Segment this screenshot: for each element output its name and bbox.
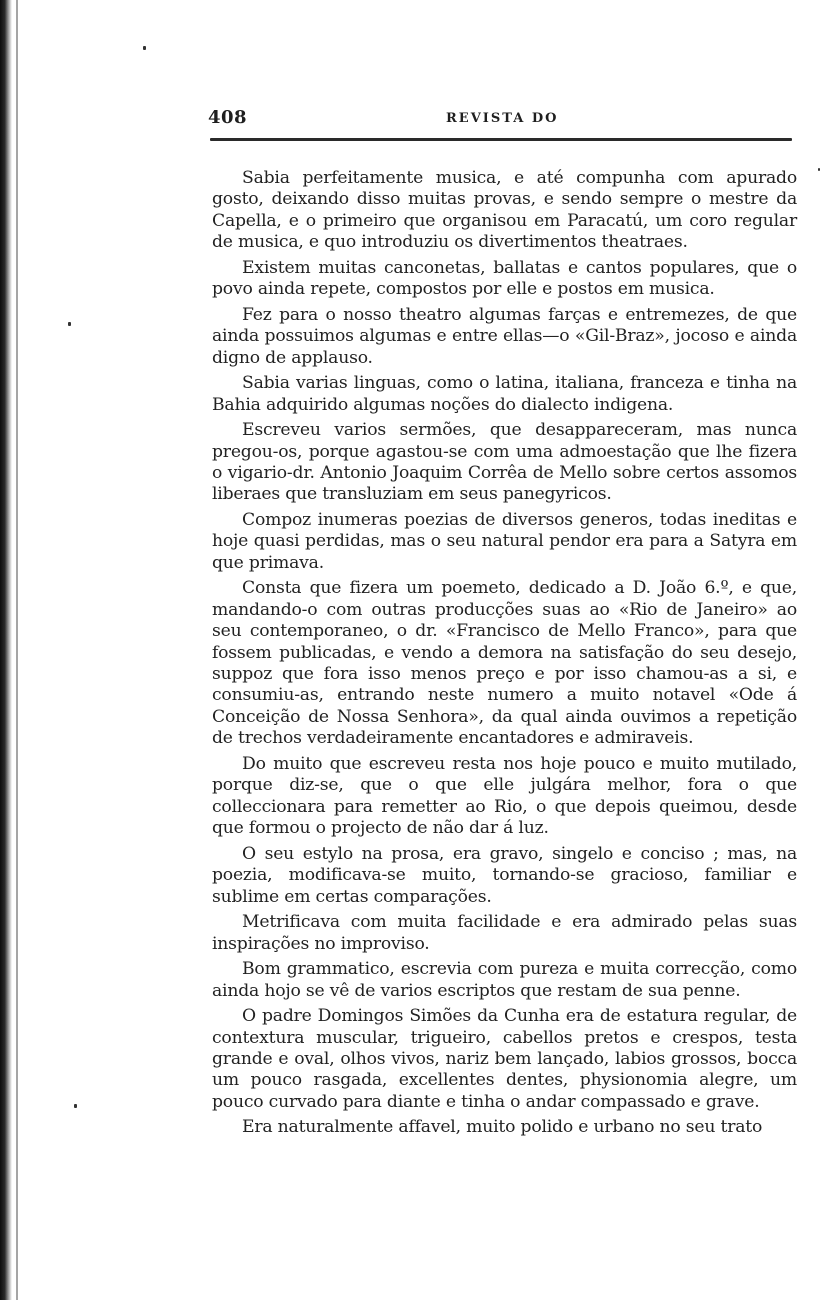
paragraph: Escreveu varios sermões, que desappareceram, mas nunca pregou-os, porque agastou-se com uma admoestação que lhe fizera o vigario-dr. Antonio Joaquim Corrêa de Mello sobre certos assomos liberaes que transluziam em seus panegyricos. (212, 420, 797, 505)
paragraph: Do muito que escreveu resta nos hoje pouco e muito mutilado, porque diz-se, que o que elle julgára melhor, fora o que colleccionara para remetter ao Rio, o que depois queimou, desde que formou o projecto de não dar á luz. (212, 753, 797, 839)
scan-speck (818, 168, 820, 171)
paragraph: Compoz inumeras poezias de diversos generos, todas ineditas e hoje quasi perdidas, mas o seu natural pendor era para a Satyra em que primava. (212, 510, 797, 573)
paragraph: Sabia perfeitamente musica, e até compunha com apurado gosto, deixando disso muitas provas, e sendo sempre o mestre da Capella, e o primeiro que organisou em Paracatú, um coro regular de musica, e quo introduziu os divertimentos theatraes. (212, 168, 797, 253)
paragraph: Existem muitas canconetas, ballatas e cantos populares, que o povo ainda repete, compostos por elle e postos em musica. (212, 257, 797, 300)
scan-speck (143, 46, 146, 50)
paragraph: Consta que fizera um poemeto, dedicado a D. João 6.º, e que, mandando-o com outras producções suas ao «Rio de Janeiro» ao seu contemporaneo, o dr. «Francisco de Mello Franco», para que fossem publicadas, e vendo a demora na satisfação do seu desejo, suppoz que fora isso menos preço e por isso chamou-as a si, e consumiu-as, entrando neste numero a muito notavel «Ode á Conceição de Nossa Senhora», da qual ainda ouvimos a repetição de trechos verdadeiramente encantadores e admiraveis. (212, 578, 797, 749)
paragraph: O padre Domingos Simões da Cunha era de estatura regular, de contextura muscular, trigueiro, cabellos pretos e crespos, testa grande e oval, olhos vivos, nariz bem lançado, labios grossos, bocca um pouco rasgada, excellentes dentes, physionomia alegre, um pouco curvado para diante e tinha o andar compassado e grave. (212, 1006, 797, 1112)
paragraph: Era naturalmente affavel, muito polido e urbano no seu trato (242, 1117, 763, 1138)
body-text (212, 168, 797, 1143)
scan-speck (74, 1104, 77, 1108)
book-binding-edge (0, 0, 12, 1300)
paragraph: Sabia varias linguas, como o latina, italiana, franceza e tinha na Bahia adquirido algumas noções do dialecto indigena. (212, 373, 797, 415)
paragraph: Metrificava com muita facilidade e era admirado pelas suas inspirações no improviso. (212, 912, 797, 954)
gutter-line (16, 0, 18, 1300)
scan-speck (68, 322, 71, 326)
page-number: 408 (208, 107, 248, 128)
header-rule (210, 138, 792, 141)
running-head: REVISTA DO (446, 111, 559, 126)
page-header (206, 107, 792, 131)
paragraph: O seu estylo na prosa, era gravo, singelo e conciso ; mas, na poezia, modificava-se muito, tornando-se gracioso, familiar e sublime em certas comparações. (212, 843, 797, 907)
paragraph: Fez para o nosso theatro algumas farças e entremezes, de que ainda possuimos algumas e entre ellas—o «Gil-Braz», jocoso e ainda digno de applauso. (212, 304, 797, 368)
paragraph: Bom grammatico, escrevia com pureza e muita correcção, como ainda hojo se vê de varios escriptos que restam de sua penne. (212, 959, 797, 1001)
